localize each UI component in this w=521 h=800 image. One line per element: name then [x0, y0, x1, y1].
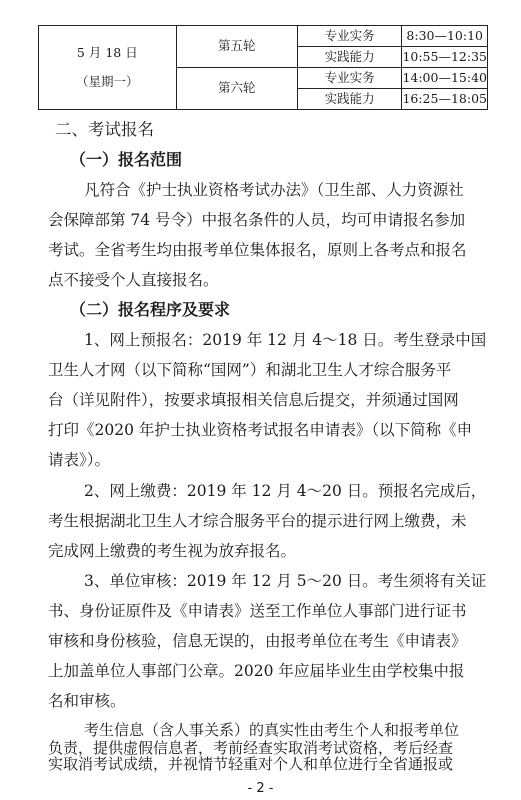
subsection-heading-scope: （一）报名范围 — [70, 150, 183, 169]
subject-cell: 实践能力 — [297, 89, 402, 110]
exam-weekday: （星期一） — [76, 73, 139, 89]
time-cell: 10:55—12:35 — [402, 47, 488, 68]
paragraph-line: 名和审核。 — [48, 692, 126, 710]
paragraph-line: 考生信息（含人事关系）的真实性由考生个人和报考单位 — [84, 721, 460, 739]
paragraph-line: 凡符合《护士执业资格考试办法》（卫生部、人力资源社 — [84, 181, 464, 199]
time-cell: 14:00—15:40 — [402, 68, 488, 89]
paragraph-line: 书、身份证原件及《申请表》送至工作单位人事部门进行证书 — [48, 602, 467, 620]
page-number: - 2 - — [247, 781, 274, 796]
subject-cell: 实践能力 — [297, 47, 402, 68]
subsection-heading-procedure: （二）报名程序及要求 — [70, 300, 231, 319]
paragraph-line: 打印《2020 年护士执业资格考试报名申请表》（以下简称《申 — [48, 421, 473, 439]
paragraph-line: 实取消考试成绩，并视情节轻重对个人和单位进行全省通报或 — [48, 755, 454, 773]
time-cell: 16:25—18:05 — [402, 89, 488, 110]
exam-schedule-table — [38, 25, 488, 110]
paragraph-line: 2、网上缴费：2019 年 12 月 4～20 日。预报名完成后， — [84, 482, 487, 500]
round-cell: 第五轮 — [176, 26, 297, 68]
paragraph-line: 卫生人才网（以下简称“国网”）和湖北卫生人才综合服务平 — [48, 361, 452, 379]
paragraph-line: 审核和身份核验，信息无误的，由报考单位在考生《申请表》 — [48, 632, 467, 650]
paragraph-line: 3、单位审核：2019 年 12 月 5～20 日。考生须将有关证 — [84, 572, 487, 590]
paragraph-line: 台（详见附件），按要求填报相关信息后提交，并须通过国网 — [48, 391, 459, 409]
paragraph-line: 请表》）。 — [48, 451, 111, 469]
section-heading: 二、考试报名 — [55, 120, 154, 139]
paragraph-line: 完成网上缴费的考生视为放弃报名。 — [48, 542, 297, 560]
table-row — [39, 26, 488, 47]
paragraph-line: 上加盖单位人事部门公章。2020 年应届毕业生由学校集中报 — [48, 662, 465, 680]
exam-date: 5 月 18 日 — [76, 45, 138, 60]
round-cell: 第六轮 — [176, 68, 297, 110]
paragraph-line: 考试。全省考生均由报考单位集体报名，原则上各考点和报名 — [48, 241, 467, 259]
paragraph-line: 考生根据湖北卫生人才综合服务平台的提示进行网上缴费，未 — [48, 512, 467, 530]
paragraph-line: 1、网上预报名：2019 年 12 月 4～18 日。考生登录中国 — [84, 331, 487, 349]
paragraph-line: 点不接受个人直接报名。 — [48, 271, 219, 289]
time-cell: 8:30—10:10 — [402, 26, 488, 47]
exam-date-cell — [39, 26, 177, 110]
paragraph-line: 负责，提供虚假信息者，考前经查实取消考试资格，考后经查 — [48, 739, 454, 757]
paragraph-line: 会保障部第 74 号令）中报名条件的人员，均可申请报名参加 — [48, 211, 466, 229]
subject-cell: 专业实务 — [297, 26, 402, 47]
subject-cell: 专业实务 — [297, 68, 402, 89]
